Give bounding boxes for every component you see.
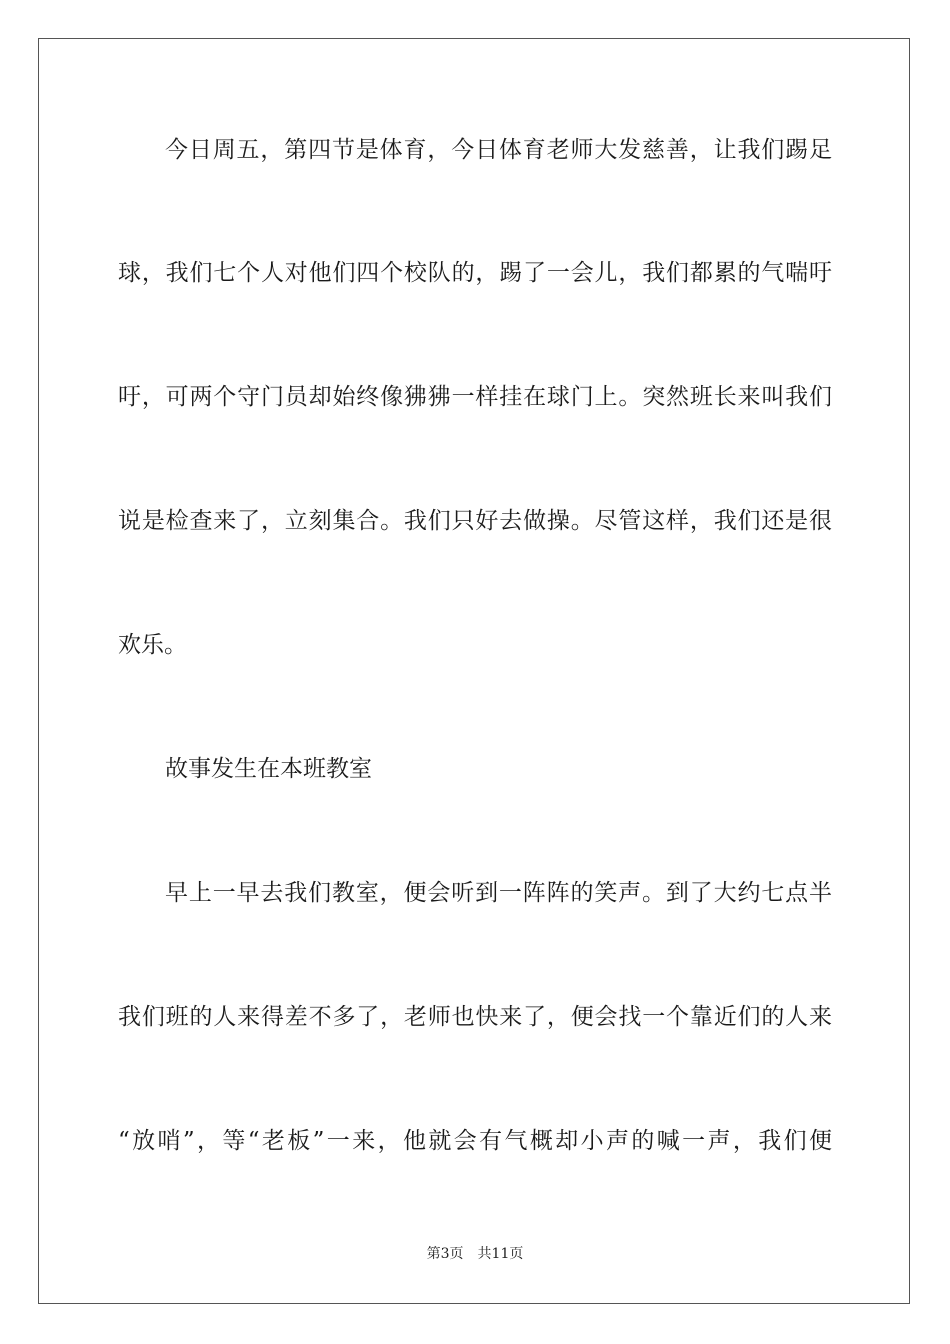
paragraph-line-6: 早上一早去我们教室，便会听到一阵阵的笑声。到了大约七点半 — [165, 880, 832, 906]
paragraph-line-8: “放哨”，等“老板”一来，他就会有气概却小声的喊一声，我们便 — [118, 1128, 832, 1154]
paragraph-line-7: 我们班的人来得差不多了，老师也快来了，便会找一个靠近们的人来 — [118, 1004, 832, 1030]
paragraph-line-4: 说是检查来了，立刻集合。我们只好去做操。尽管这样，我们还是很 — [118, 508, 832, 534]
page-number: 第3页 — [426, 1246, 464, 1262]
paragraph-line-1: 今日周五，第四节是体育，今日体育老师大发慈善，让我们踢足 — [165, 137, 832, 163]
paragraph-line-5: 欢乐。 — [118, 632, 187, 658]
section-heading: 故事发生在本班教室 — [165, 756, 372, 782]
paragraph-line-3: 吁，可两个守门员却始终像狒狒一样挂在球门上。突然班长来叫我们 — [118, 384, 832, 410]
page-total: 共11页 — [477, 1246, 524, 1262]
page-footer — [0, 1244, 950, 1264]
paragraph-line-2: 球，我们七个人对他们四个校队的，踢了一会儿，我们都累的气喘吁 — [118, 260, 832, 286]
page-border — [38, 38, 910, 1304]
